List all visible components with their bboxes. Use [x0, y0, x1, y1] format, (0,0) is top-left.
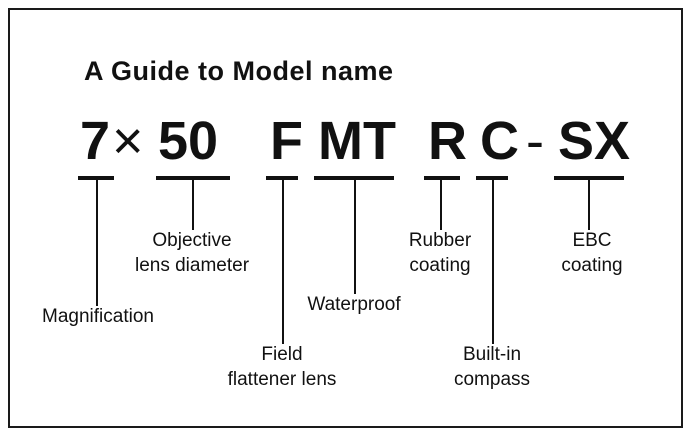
label-magnification-line-1: Magnification	[42, 306, 154, 327]
label-compass-line-1: Built-in	[462, 344, 522, 365]
model-token-rubber-coating: R	[428, 111, 467, 171]
label-waterproof-line-1: Waterproof	[307, 294, 401, 315]
label-objective-line-1: Objective	[152, 230, 232, 251]
model-token-times-symbol: ×	[112, 111, 144, 171]
label-rubber-line-1: Rubber	[408, 230, 472, 251]
leader-waterproof	[354, 178, 356, 294]
leader-rubber-coating	[440, 178, 442, 230]
label-magnification	[10, 304, 186, 329]
label-compass-line-2: compass	[453, 369, 531, 390]
model-token-field-flattener: F	[270, 111, 303, 171]
label-objective-line-2: lens diameter	[134, 255, 250, 276]
label-objective-lens-diameter	[106, 228, 278, 278]
leader-field-flattener	[282, 178, 284, 344]
model-token-magnification: 7	[80, 111, 111, 171]
leader-objective-diameter	[192, 178, 194, 230]
label-field-line-2: flattener lens	[227, 369, 337, 390]
model-token-compass: C	[480, 111, 519, 171]
label-field-flattener-lens	[196, 342, 368, 392]
underline-rubber-coating	[424, 176, 460, 180]
label-rubber-coating	[366, 228, 514, 278]
label-ebc-line-1: EBC	[572, 230, 612, 251]
label-rubber-line-2: coating	[409, 255, 471, 276]
model-token-ebc-coating: SX	[558, 111, 631, 171]
diagram-frame	[8, 8, 683, 428]
label-waterproof	[276, 292, 432, 317]
leader-magnification	[96, 178, 98, 306]
model-token-objective-diameter: 50	[158, 111, 219, 171]
model-name-row	[80, 106, 640, 176]
label-ebc-coating	[518, 228, 666, 278]
model-token-waterproof: MT	[318, 111, 396, 171]
page-title: A Guide to Model name	[84, 56, 394, 86]
label-ebc-line-2: coating	[561, 255, 623, 276]
label-field-line-1: Field	[261, 344, 303, 365]
model-token-hyphen: -	[526, 111, 544, 171]
label-built-in-compass	[408, 342, 576, 392]
leader-ebc-coating	[588, 178, 590, 230]
